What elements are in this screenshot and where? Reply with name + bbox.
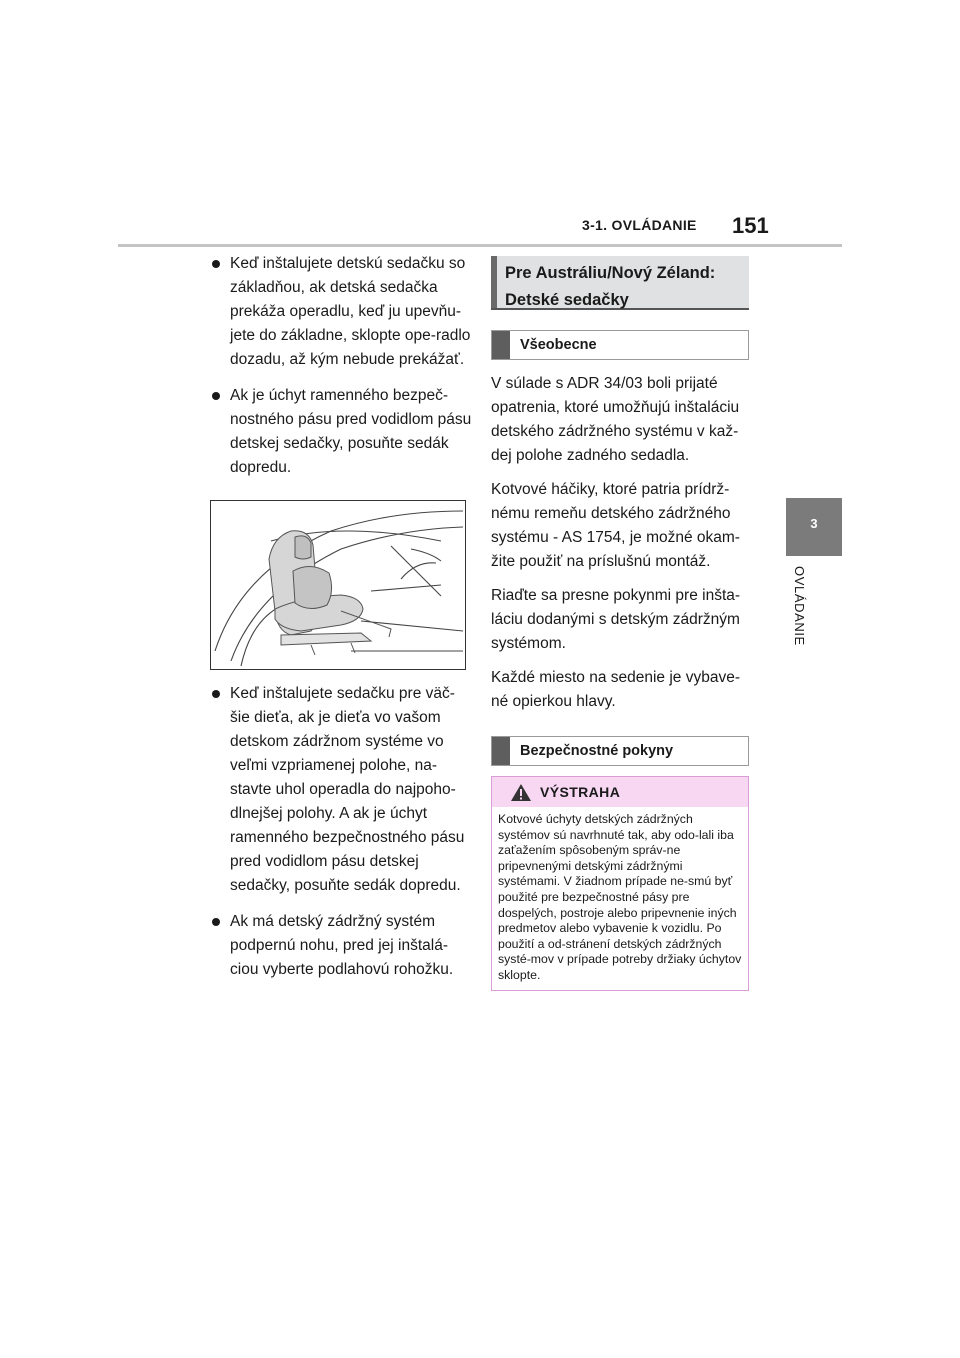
paragraph: Riaďte sa presne pokynmi pre inšta-láciu dodanými s detským zádržným systémom. xyxy=(491,587,741,652)
car-seat-illustration xyxy=(210,500,466,670)
car-seat-drawing xyxy=(211,501,465,669)
right-column xyxy=(491,256,749,991)
warning-title: VÝSTRAHA xyxy=(540,784,621,800)
warning-text: Kotvové úchyty detských zádržných systémov sú navrhnuté tak, aby odo-lali iba zaťažením spôsobeným správ-ne pripevnenými detskými zádržnými systémami. V žiadnom prípade ne-smú byť použité pre bezpečnostné pásy pre dospelých, postroje alebo pripevnenie iných predmetov alebo vybavenie k vozidlu. Po použití a od-stránení detských zádržných systé-mov v prípade potreby držiaky úchytov sklopte. xyxy=(498,812,742,982)
header-rule xyxy=(118,244,842,247)
page-number: 151 xyxy=(732,213,769,238)
chapter-tab xyxy=(786,498,842,556)
subheading-safety xyxy=(491,736,749,766)
warning-triangle-icon xyxy=(510,783,532,807)
warning-box xyxy=(491,776,749,991)
header-section-title: 3-1. OVLÁDANIE xyxy=(582,217,697,233)
bullet-item: Keď inštalujete sedačku pre väč-šie dieťa, ak je dieťa vo vašom detskom zádržnom systéme vo veľmi vzpriamenej polohe, na-stavte uhol operadla do najpoho-dlnejšej polohy. A ak je úchyt ramenného bezpečnostného pásu pred vodidlom pásu detskej sedačky, posuňte sedák dopredu. xyxy=(210,682,472,898)
section-heading-line: Pre Austráliu/Nový Zéland: xyxy=(505,264,716,282)
bullet-item: Keď inštalujete detskú sedačku so základňou, ak detská sedačka prekáža operadlu, keď ju upevňu-jete do základne, sklopte ope-radlo dozadu, až kým nebude prekážať. xyxy=(210,252,472,372)
chapter-side-label: OVLÁDANIE xyxy=(792,566,807,646)
subheading-label: Bezpečnostné pokyny xyxy=(520,743,674,759)
section-heading xyxy=(491,256,749,310)
bullet-item: Ak má detský zádržný systém podpernú nohu, pred jej inštalá-ciou vyberte podlahovú rohožku. xyxy=(210,910,472,982)
chapter-tab-number: 3 xyxy=(810,516,818,531)
subheading-general xyxy=(491,330,749,360)
bullet-item: Ak je úchyt ramenného bezpeč-nostného pásu pred vodidlom pásu detskej sedačky, posuňte sedák dopredu. xyxy=(210,384,472,480)
left-column xyxy=(210,252,472,982)
section-heading-line: Detské sedačky xyxy=(505,291,629,309)
paragraph: V súlade s ADR 34/03 boli prijaté opatrenia, ktoré umožňujú inštaláciu detského zádržného systému v kaž-dej polohe zadného sedadla. xyxy=(491,375,740,464)
warning-header xyxy=(492,777,748,807)
paragraph: Každé miesto na sedenie je vybave-né opierkou hlavy. xyxy=(491,669,741,710)
subheading-bar xyxy=(492,737,510,765)
subheading-label: Všeobecne xyxy=(520,337,597,353)
paragraph: Kotvové háčiky, ktoré patria prídrž-nému remeňu detského zádržného systému - AS 1754, je možné okam-žite použiť na príslušnú montáž. xyxy=(491,481,740,570)
subheading-bar xyxy=(492,331,510,359)
